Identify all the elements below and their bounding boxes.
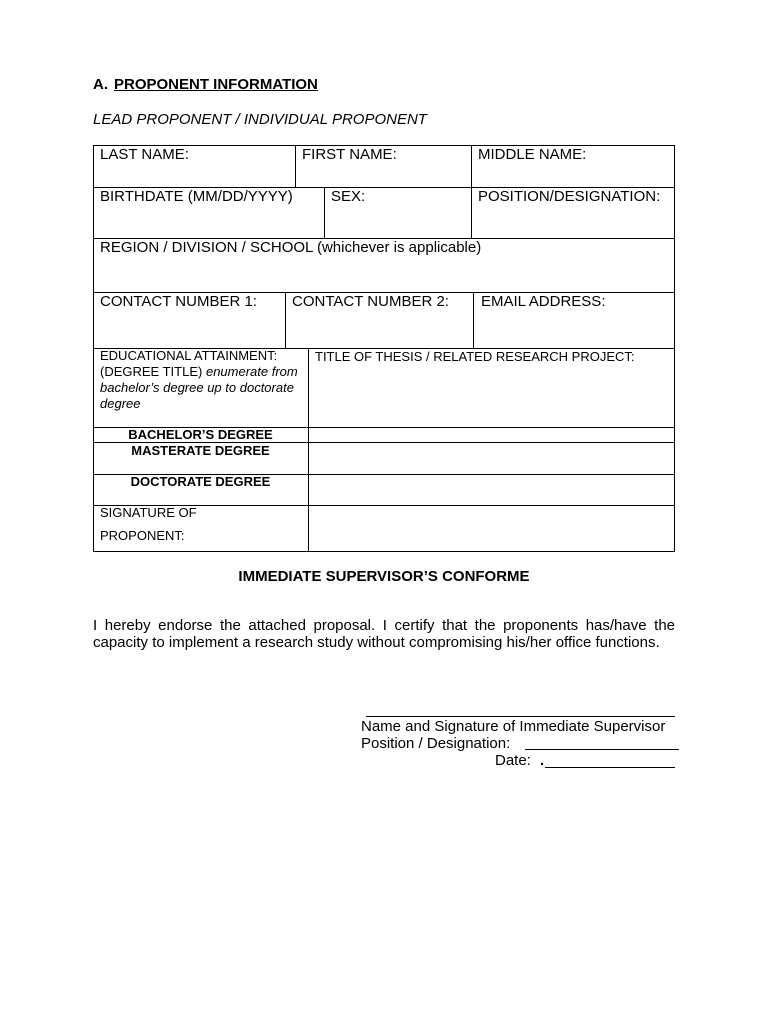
contact-number-2-field[interactable]: CONTACT NUMBER 2: xyxy=(292,293,449,310)
col-divider xyxy=(324,187,325,238)
sex-field[interactable]: SEX: xyxy=(331,188,366,205)
masterate-degree-label: MASTERATE DEGREE xyxy=(131,443,270,458)
supervisor-name-signature-label: Name and Signature of Immediate Supervisor xyxy=(361,718,666,735)
proponent-subheading: LEAD PROPONENT / INDIVIDUAL PROPONENT xyxy=(93,111,427,128)
section-heading xyxy=(93,76,318,93)
last-name-field[interactable]: LAST NAME: xyxy=(100,146,189,163)
edu-label: EDUCATIONAL ATTAINMENT: xyxy=(100,348,278,363)
supervisor-position-label: Position / Designation: xyxy=(361,735,511,752)
email-address-field[interactable]: EMAIL ADDRESS: xyxy=(481,293,606,310)
birthdate-field[interactable]: BIRTHDATE (MM/DD/YYYY) xyxy=(100,188,293,205)
col-divider xyxy=(471,145,472,187)
thesis-title-field[interactable]: TITLE OF THESIS / RELATED RESEARCH PROJECT: xyxy=(315,349,635,364)
col-divider xyxy=(285,292,286,348)
date-mark: . xyxy=(540,752,545,769)
bachelor-degree-label: BACHELOR’S DEGREE xyxy=(128,427,273,442)
region-division-school-field[interactable]: REGION / DIVISION / SCHOOL (whichever is applicable) xyxy=(100,239,482,256)
supervisor-date-line[interactable] xyxy=(545,767,675,768)
edu-note: enumerate from bachelor’s degree up to doctorate degree xyxy=(100,364,298,411)
educational-attainment-label xyxy=(100,348,305,412)
signature-label-line1: SIGNATURE OF xyxy=(100,505,197,520)
doctorate-degree-label: DOCTORATE DEGREE xyxy=(130,474,271,489)
supervisor-date-label: Date: xyxy=(495,752,531,769)
position-designation-field[interactable]: POSITION/DESIGNATION: xyxy=(478,188,661,205)
supervisor-conforme-title: IMMEDIATE SUPERVISOR’S CONFORME xyxy=(238,568,530,585)
signature-label-line2: PROPONENT: xyxy=(100,528,185,543)
first-name-field[interactable]: FIRST NAME: xyxy=(302,146,397,163)
edu-degree-title: (DEGREE TITLE) xyxy=(100,364,203,379)
supervisor-position-line[interactable] xyxy=(525,749,679,750)
signature-field[interactable] xyxy=(309,506,674,551)
supervisor-signature-line[interactable] xyxy=(366,716,675,717)
contact-number-1-field[interactable]: CONTACT NUMBER 1: xyxy=(100,293,257,310)
col-divider xyxy=(295,145,296,187)
section-title: PROPONENT INFORMATION xyxy=(114,76,318,93)
endorsement-paragraph: I hereby endorse the attached proposal. I certify that the proponents has/have the capacity to implement a research study without compromising his/her office functions. xyxy=(93,617,675,651)
section-letter: A. xyxy=(93,76,108,93)
col-divider xyxy=(471,187,472,238)
col-divider xyxy=(473,292,474,348)
middle-name-field[interactable]: MIDDLE NAME: xyxy=(478,146,587,163)
